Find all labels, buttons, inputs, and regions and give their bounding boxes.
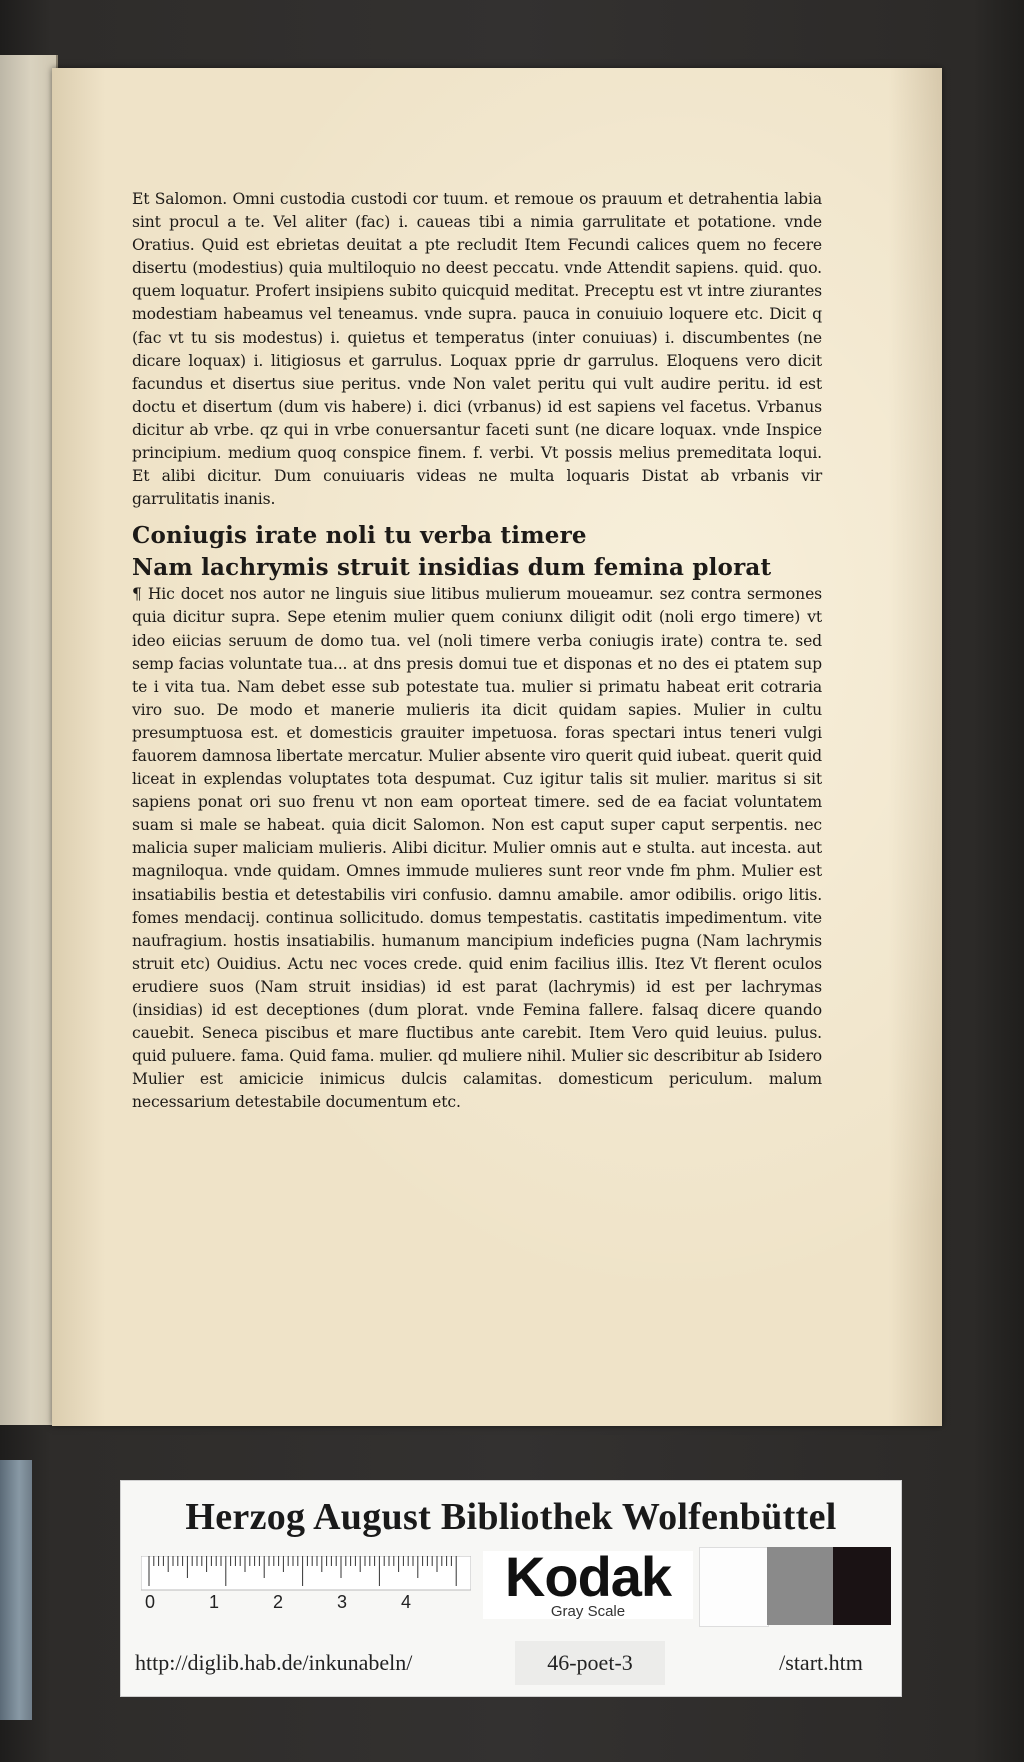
binding-edge [0,1460,32,1720]
commentary-paragraph-one: Et Salomon. Omni custodia custodi cor tuum. et remoue os prauum et detrahentia labia sint procul a te. Vel aliter (fac) i. caueas tibi a nimia garrulitate et potatione. vnde Oratius. Quid est ebrietas deuitat a pte recludit Item Fecundi calices quem no fecere disertu (modestius) quia multiloquio no deest peccatu. vnde Attendit sapiens. quid. quo. quem loquatur. Profert insipiens subito quicquid meditat. Preceptu est vt intre ziurantes modestiam habeamus vel teneamus. vnde supra. pauca in conuiuio loquere etc. Dicit q (fac vt tu sis modestus) i. quietus et temperatus (inter conuiuas) i. discumbentes (ne dicare loquax) i. litigiosus et garrulus. Loquax pprie dr garrulus. Eloquens vero dicit facundus et disertus siue peritus. vnde Non valet peritu qui vult audire peritu. id est doctu et disertum (dum vis habere) i. dici (vrbanus) id est sapiens vel facetus. Vrbanus dicitur ab vrbe. qz qui in vrbe conuersantur faceti sunt (ne dicare loquax. vnde Inspice principium. medium quoq conspice finem. f. verbi. Vt possis melius premeditata loqui. Et alibi dicitur. Dum conuiuaris videas ne multa loquaris Distat ab vrbanis vir garrulitatis inanis. [132,190,822,509]
text-block [132,188,822,1114]
white-swatch [699,1547,769,1627]
library-title: Herzog August Bibliothek Wolfenbüttel [185,1496,837,1538]
verse-line-two: Nam lachrymis struit insidias dum femina plorat [132,554,772,582]
verse-line-one: Coniugis irate noli tu verba timere [132,522,587,550]
previous-page-edge [0,55,58,1425]
kodak-logo-box [483,1545,693,1620]
ruler-label-0: 0 [145,1592,156,1612]
url-suffix: /start.htm [751,1641,891,1685]
ruler-label-3: 3 [337,1592,348,1612]
source-url [121,1641,901,1685]
document-page [52,68,942,1426]
url-id: 46-poet-3 [515,1641,665,1685]
color-scale-card [120,1480,902,1697]
black-swatch [833,1547,891,1625]
kodak-logo: Kodak [504,1545,672,1608]
url-prefix: http://diglib.hab.de/inkunabeln/ [135,1641,465,1685]
ruler-label-1: 1 [209,1592,220,1612]
measurement-ruler [141,1556,471,1616]
ruler-label-2: 2 [273,1592,284,1612]
ruler-label-4: 4 [401,1592,412,1612]
gray-swatch [767,1547,833,1625]
commentary-paragraph-two: ¶ Hic docet nos autor ne linguis siue litibus mulierum moueamur. sez contra sermones quia dicitur supra. Sepe etenim mulier quem coniunx diligit odit (noli ergo timere) vt ideo eiicias seruum de domo tua. vel (noli timere verba coniugis irate) contra te. sed semp facias voluntate tua... at dns presis domui tue et disponas et no des ei ptatem sup te i vita tua. Nam debet esse sub potestate tua. mulier si primatu habeat erit cotraria viro suo. De modo et manerie mulieris ita dicit quidam sapies. Mulier in cultu presumptuosa est. et domesticis grauiter impetuosa. foras spectari intus teneri vulgi fauorem damnosa libertate mercatur. Mulier absente viro querit quid iubeat. querit quid liceat in explendas voluptates tota despumat. Cuz igitur talis sit mulier. maritus si sit sapiens ponat ori suo frenu vt non eam oporteat timere. sed de ea faciat voluntatem suam si male se habeat. quia dicit Salomon. Non est caput super caput serpentis. nec malicia super maliciam mulieris. Alibi dicitur. Mulier omnis aut e stulta. aut incesta. aut magniloqua. vnde quidam. Omnes immude mulieres sunt reor vnde fm phm. Mulier est insatiabilis bestia et detestabilis viri confusio. damnu amabile. amor odibilis. origo litis. fomes mendacij. continua sollicitudo. domus tempestatis. castitatis impedimentum. vite naufragium. hostis insatiabilis. humanum mancipium indeficies pugna (Nam lachrymis struit etc) Ouidius. Actu nec voces crede. quid enim facilius illis. Itez Vt flerent oculos erudiere suos (Nam struit insidias) id est parat (lachrymis) id est per lachrymas (insidias) id est deceptiones (dum plorat. vnde Femina fallere. falsaq dicere quando cauebit. Seneca piscibus et mare fluctibus ante carebit. Item Vero quid leuius. pulus. quid puluere. fama. Quid fama. mulier. qd muliere nihil. Mulier sic describitur ab Isidero Mulier est amicicie inimicus dulcis calamitas. domesticum periculum. malum necessarium detestabile documentum etc. [132,585,822,1112]
ruler-ticks [141,1556,471,1596]
gray-scale-label: Gray Scale [550,1603,626,1620]
